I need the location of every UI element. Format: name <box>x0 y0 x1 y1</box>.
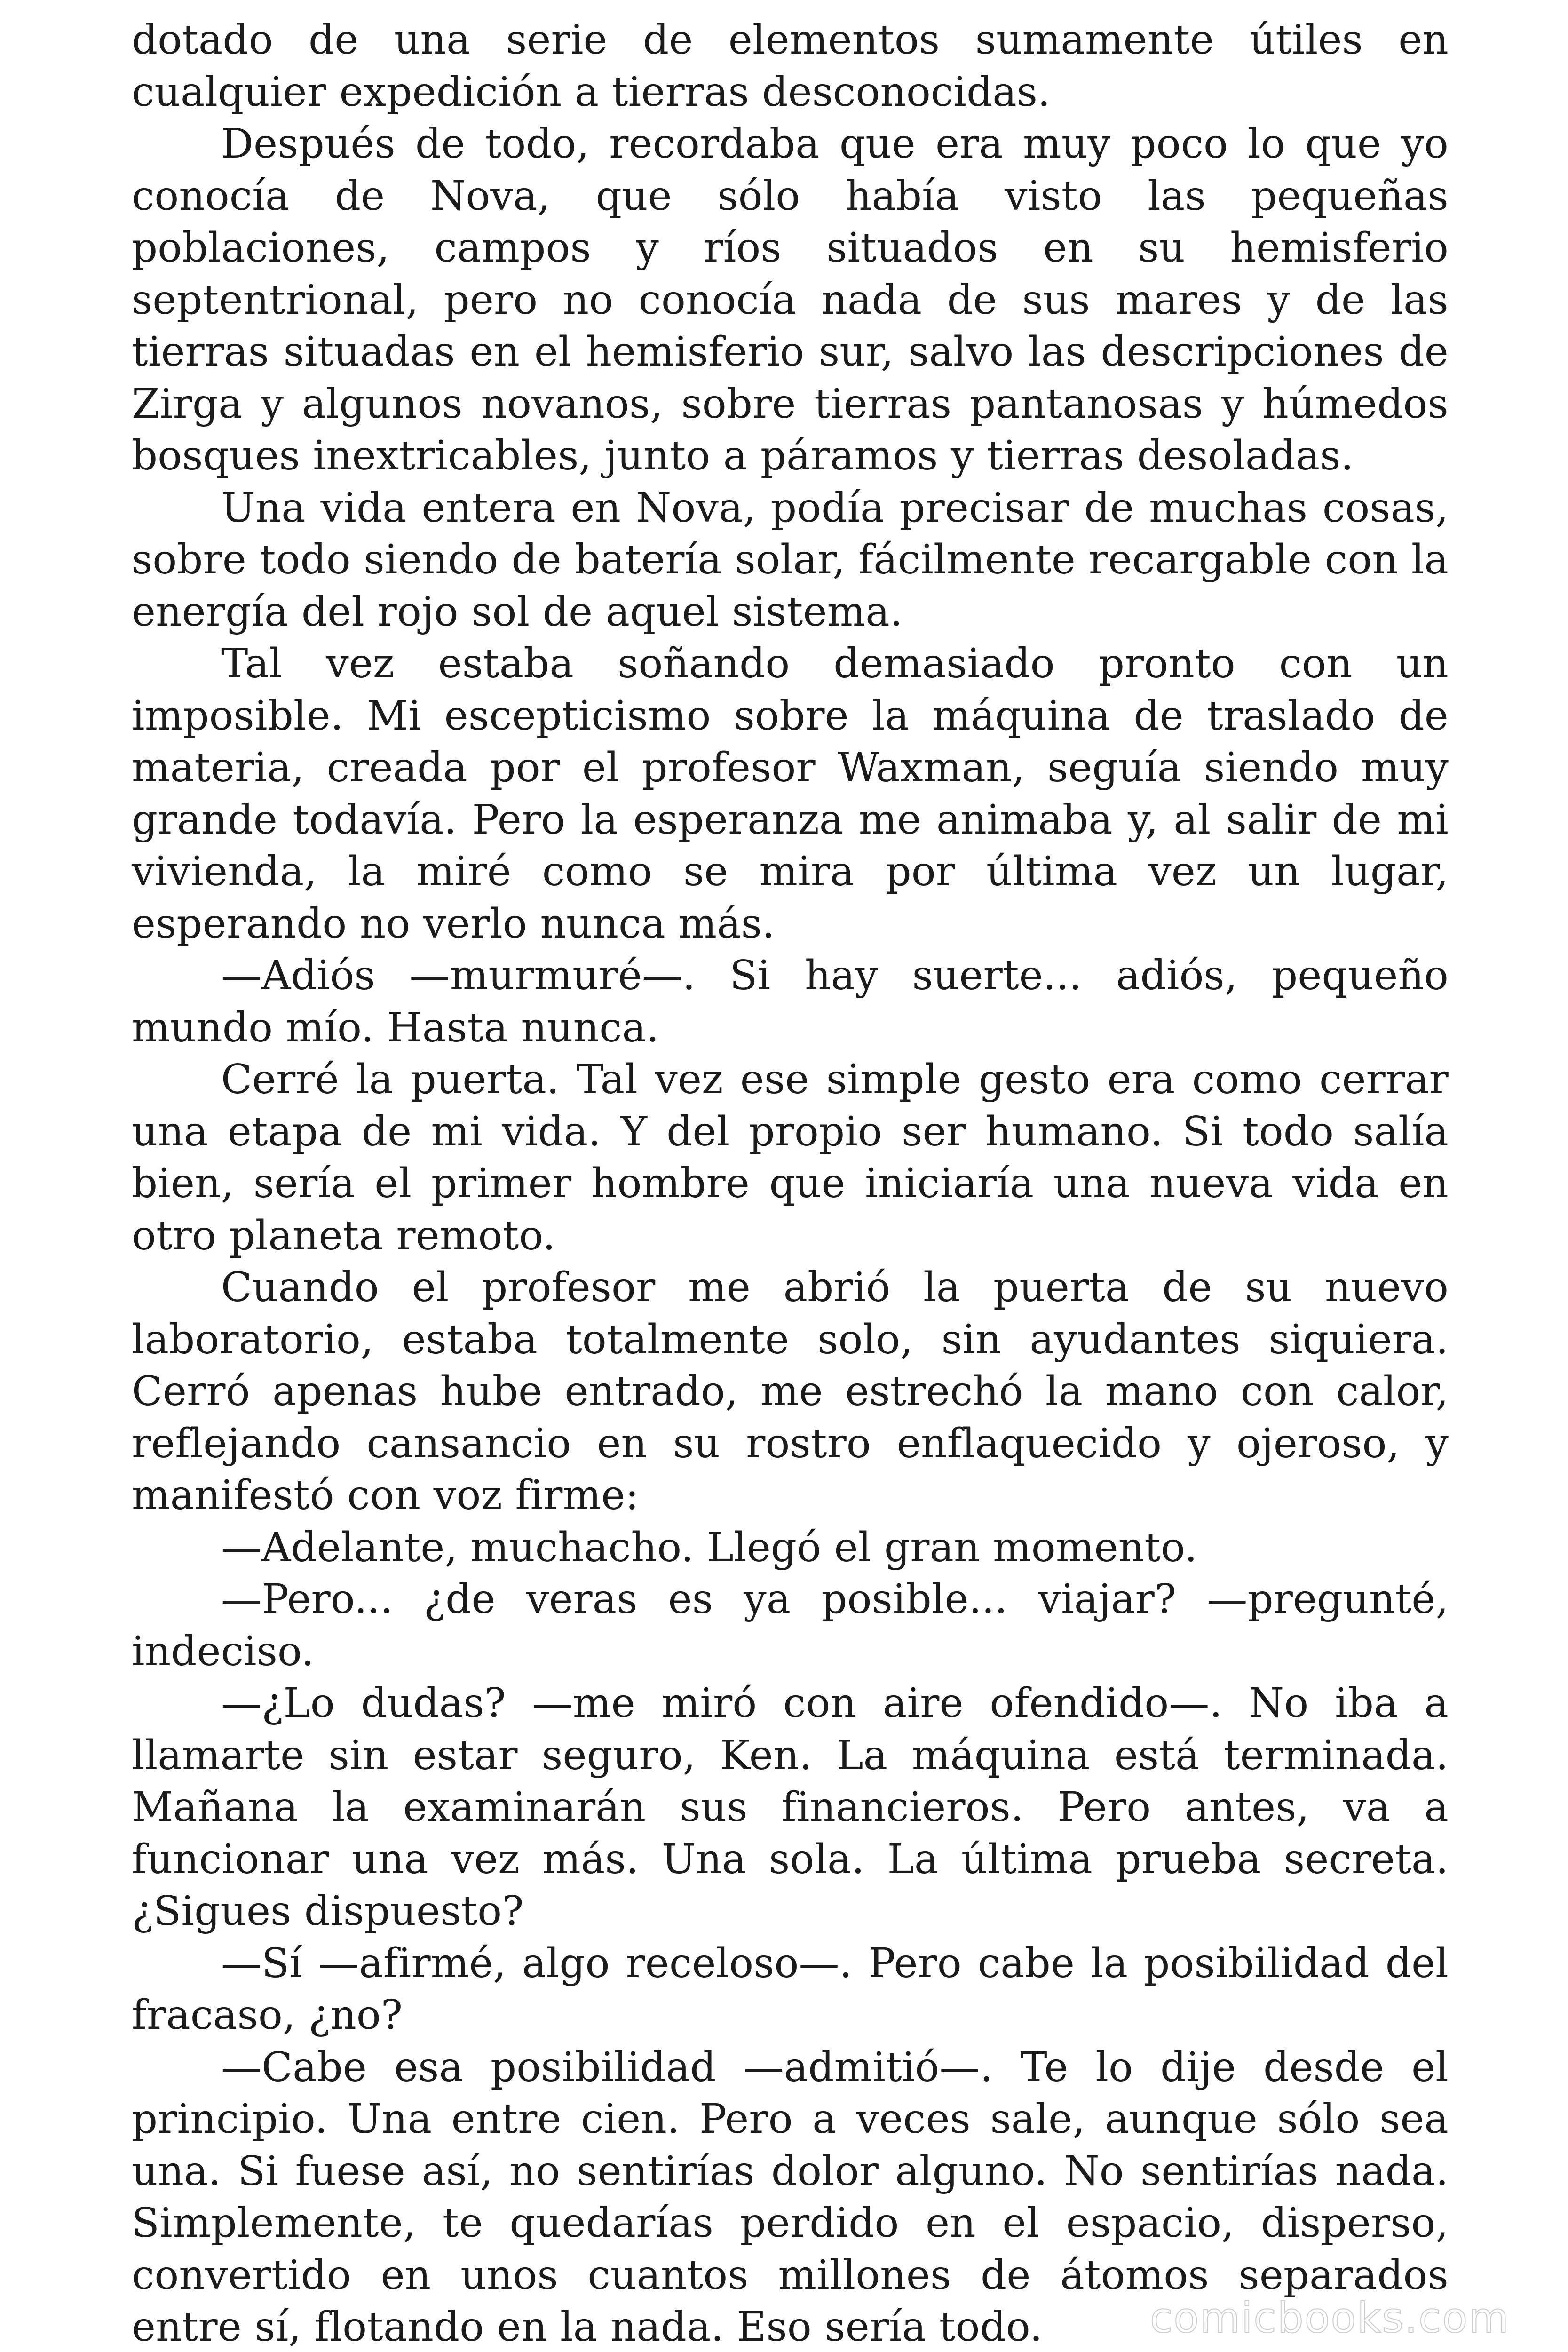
paragraph-5: —Adiós —murmuré—. Si hay suerte... adiós, pequeño mundo mío. Hasta nunca. <box>132 952 1449 1051</box>
paragraph-11: —Sí —afirmé, algo receloso—. Pero cabe la posibilidad del fracaso, ¿no? <box>132 1939 1449 2039</box>
watermark: comicbooks.com <box>1150 2294 1510 2342</box>
paragraph-3: Una vida entera en Nova, podía precisar de muchas cosas, sobre todo siendo de batería solar, fácilmente recargable con la energía del rojo sol de aquel sistema. <box>132 484 1449 636</box>
paragraph-12: —Cabe esa posibilidad —admitió—. Te lo dije desde el principio. Una entre cien. Pero a veces sale, aunque sólo sea una. Si fuese así, no sentirías dolor alguno. No sentirías nada. Simplemente, te quedarías perdido en el espacio, disperso, convertido en unos cuantos millones de átomos separados entre sí, flotando en la nada. Eso sería todo. <box>132 2043 1449 2351</box>
paragraph-10: —¿Lo dudas? —me miró con aire ofendido—. No iba a llamarte sin estar seguro, Ken. La máquina está terminada. Mañana la examinarán sus financieros. Pero antes, va a funcionar una vez más. Una sola. La última prueba secreta. ¿Sigues dispuesto? <box>132 1680 1449 1935</box>
paragraph-7: Cuando el profesor me abrió la puerta de su nuevo laboratorio, estaba totalmente solo, sin ayudantes siquiera. Cerró apenas hube entrado, me estrechó la mano con calor, reflejando cansancio en su rostro enflaquecido y ojeroso, y manifestó con voz firme: <box>132 1264 1449 1519</box>
body-text <box>132 14 1449 2352</box>
paragraph-1: dotado de una serie de elementos sumamente útiles en cualquier expedición a tierras desconocidas. <box>132 16 1449 116</box>
paragraph-6: Cerré la puerta. Tal vez ese simple gesto era como cerrar una etapa de mi vida. Y del propio ser humano. Si todo salía bien, sería el primer hombre que iniciaría una nueva vida en otro planeta remoto. <box>132 1056 1449 1259</box>
paragraph-2: Después de todo, recordaba que era muy poco lo que yo conocía de Nova, que sólo había visto las pequeñas poblaciones, campos y ríos situados en su hemisferio septentrional, pero no conocía nada de sus mares y de las tierras situadas en el hemisferio sur, salvo las descripciones de Zirga y algunos novanos, sobre tierras pantanosas y húmedos bosques inextricables, junto a páramos y tierras desoladas. <box>132 120 1449 479</box>
paragraph-4: Tal vez estaba soñando demasiado pronto con un imposible. Mi escepticismo sobre la máquina de traslado de materia, creada por el profesor Waxman, seguía siendo muy grande todavía. Pero la esperanza me animaba y, al salir de mi vivienda, la miré como se mira por última vez un lugar, esperando no verlo nunca más. <box>132 640 1449 947</box>
paragraph-8: —Adelante, muchacho. Llegó el gran momento. <box>221 1524 1198 1571</box>
paragraph-9: —Pero... ¿de veras es ya posible... viajar? —pregunté, indeciso. <box>132 1576 1449 1675</box>
